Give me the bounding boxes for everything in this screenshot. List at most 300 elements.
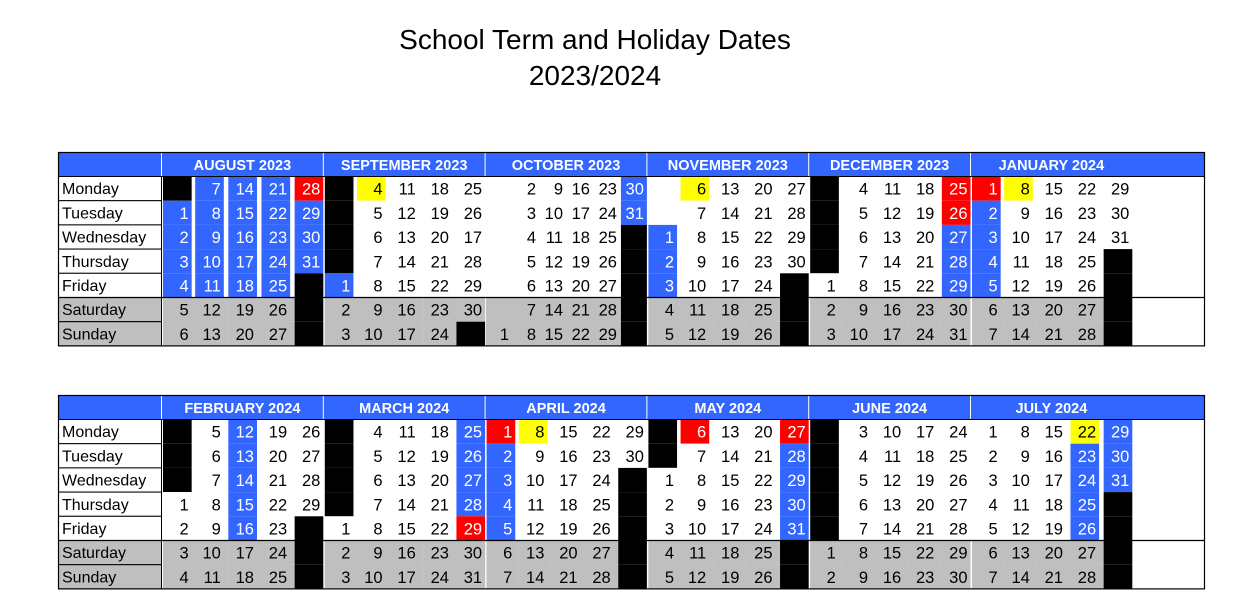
day-number: 22 [571, 325, 590, 344]
day-number: 21 [559, 568, 578, 587]
day-number: 14 [235, 472, 254, 491]
day-number: 20 [915, 229, 935, 248]
day-number: 16 [571, 180, 590, 199]
day-number: 27 [268, 325, 288, 344]
month-header: APRIL 2024 [526, 401, 606, 417]
day-number: 2 [526, 180, 537, 199]
day-number: 2 [179, 520, 189, 539]
day-number: 19 [235, 301, 254, 320]
day-number: 27 [949, 229, 968, 248]
weekday-label: Saturday [62, 302, 127, 320]
day-number: 21 [915, 520, 935, 539]
day-number: 10 [526, 472, 545, 491]
day-number: 13 [721, 423, 740, 442]
day-number: 27 [301, 447, 321, 466]
day-number: 3 [988, 229, 998, 248]
day-number: 29 [625, 423, 644, 442]
day-number: 23 [754, 496, 773, 515]
day-cell [1104, 249, 1133, 273]
day-number: 13 [882, 229, 902, 248]
day-number: 29 [1110, 423, 1130, 442]
day-number: 1 [664, 229, 675, 248]
day-number: 17 [721, 277, 740, 296]
day-cell [295, 273, 324, 297]
day-number: 27 [787, 423, 806, 442]
day-number: 20 [754, 180, 773, 199]
day-number: 12 [1011, 277, 1030, 296]
day-number: 4 [503, 496, 513, 515]
day-cell [648, 420, 677, 444]
day-number: 28 [301, 180, 321, 199]
day-number: 10 [882, 423, 902, 442]
day-number: 4 [664, 301, 675, 320]
day-number: 29 [1110, 180, 1130, 199]
day-number: 27 [949, 496, 968, 515]
calendar-table-autumn-winter [58, 152, 1206, 348]
day-number: 6 [988, 544, 998, 563]
day-number: 30 [787, 253, 806, 272]
day-number: 23 [1077, 447, 1097, 466]
day-number: 11 [398, 423, 416, 442]
weekday-label: Tuesday [62, 448, 123, 466]
day-cell [486, 273, 512, 297]
day-number: 8 [211, 204, 221, 223]
day-cell [648, 201, 677, 225]
day-number: 30 [463, 301, 483, 320]
day-number: 27 [1077, 301, 1097, 320]
day-number: 15 [397, 520, 416, 539]
day-number: 24 [268, 544, 288, 563]
day-number: 14 [397, 496, 416, 515]
day-number: 5 [858, 472, 869, 491]
day-number: 2 [826, 568, 836, 587]
day-number: 7 [211, 180, 221, 199]
day-number: 6 [858, 496, 869, 515]
day-number: 25 [754, 301, 773, 320]
day-number: 24 [949, 423, 968, 442]
day-number: 12 [235, 423, 254, 442]
day-number: 26 [268, 301, 288, 320]
day-number: 6 [526, 277, 537, 296]
day-number: 24 [1077, 472, 1097, 491]
weekday-label: Tuesday [62, 205, 123, 223]
day-number: 27 [592, 544, 611, 563]
day-number: 14 [1011, 325, 1030, 344]
day-number: 21 [268, 472, 288, 491]
day-number: 4 [179, 277, 189, 296]
day-number: 6 [503, 544, 513, 563]
month-header: AUGUST 2023 [193, 158, 292, 174]
day-cell [163, 468, 192, 492]
day-number: 15 [882, 544, 902, 563]
day-number: 4 [526, 229, 537, 248]
day-number: 9 [1020, 447, 1030, 466]
day-number: 2 [341, 544, 351, 563]
day-number: 24 [430, 568, 449, 587]
day-number: 21 [571, 301, 590, 320]
day-number: 13 [1011, 544, 1030, 563]
day-number: 8 [535, 423, 545, 442]
day-number: 30 [625, 180, 644, 199]
day-number: 25 [949, 180, 968, 199]
day-number: 8 [697, 472, 707, 491]
day-number: 4 [373, 423, 383, 442]
day-number: 14 [235, 180, 254, 199]
day-number: 20 [1044, 301, 1063, 320]
day-number: 13 [1011, 301, 1030, 320]
day-number: 15 [544, 325, 563, 344]
day-cell [295, 298, 324, 322]
month-header: MARCH 2024 [359, 401, 450, 417]
day-number: 16 [1044, 204, 1063, 223]
day-cell [486, 249, 512, 273]
day-number: 17 [559, 472, 578, 491]
day-cell [1104, 322, 1133, 346]
day-number: 9 [373, 544, 383, 563]
day-number: 8 [858, 544, 869, 563]
day-cell [618, 516, 647, 540]
day-number: 20 [559, 544, 578, 563]
day-number: 22 [754, 472, 773, 491]
day-number: 11 [689, 301, 707, 320]
day-number: 27 [463, 472, 483, 491]
day-cell [780, 541, 809, 565]
day-number: 3 [664, 520, 675, 539]
day-number: 21 [268, 180, 288, 199]
day-number: 10 [1011, 472, 1030, 491]
weekday-label: Wednesday [62, 472, 147, 490]
day-number: 17 [882, 325, 902, 344]
day-number: 12 [397, 447, 416, 466]
day-number: 22 [430, 277, 449, 296]
day-cell [618, 541, 647, 565]
day-number: 23 [754, 253, 773, 272]
day-cell [780, 298, 809, 322]
day-number: 3 [503, 472, 513, 491]
day-number: 7 [526, 301, 537, 320]
day-number: 10 [1011, 229, 1030, 248]
day-number: 1 [503, 423, 513, 442]
day-cell [1104, 492, 1133, 516]
day-number: 13 [721, 180, 740, 199]
month-header: NOVEMBER 2023 [667, 158, 788, 174]
day-number: 28 [949, 253, 968, 272]
day-number: 18 [1044, 253, 1063, 272]
day-cell [621, 225, 647, 249]
day-number: 23 [598, 180, 617, 199]
day-number: 20 [235, 325, 254, 344]
weekday-label: Monday [62, 424, 119, 442]
day-cell [810, 201, 839, 225]
day-cell [810, 420, 839, 444]
day-number: 20 [430, 229, 449, 248]
day-number: 9 [697, 496, 707, 515]
day-number: 14 [882, 520, 902, 539]
day-number: 17 [721, 520, 740, 539]
day-number: 28 [787, 204, 806, 223]
day-number: 12 [882, 204, 902, 223]
day-number: 28 [787, 447, 806, 466]
day-number: 18 [235, 277, 254, 296]
day-number: 16 [235, 229, 254, 248]
day-number: 30 [949, 301, 968, 320]
day-number: 7 [373, 253, 383, 272]
day-number: 8 [858, 277, 869, 296]
day-number: 8 [211, 496, 221, 515]
day-number: 18 [430, 180, 449, 199]
day-number: 8 [1020, 180, 1030, 199]
day-number: 14 [526, 568, 545, 587]
day-cell [810, 516, 839, 540]
day-number: 6 [858, 229, 869, 248]
day-number: 30 [463, 544, 483, 563]
day-number: 6 [373, 472, 383, 491]
day-number: 12 [882, 472, 902, 491]
day-cell [295, 565, 324, 589]
day-number: 22 [915, 277, 935, 296]
day-number: 31 [787, 520, 806, 539]
day-number: 5 [664, 568, 675, 587]
day-number: 14 [721, 447, 740, 466]
day-number: 25 [949, 447, 968, 466]
day-number: 6 [697, 180, 707, 199]
day-number: 1 [179, 204, 189, 223]
day-number: 18 [915, 180, 935, 199]
day-number: 6 [697, 423, 707, 442]
day-cell [621, 273, 647, 297]
day-number: 3 [826, 325, 836, 344]
day-number: 24 [430, 325, 449, 344]
month-header: JANUARY 2024 [998, 158, 1105, 174]
day-cell [325, 249, 354, 273]
day-number: 1 [664, 472, 675, 491]
weekday-label: Friday [62, 278, 107, 295]
day-number: 5 [664, 325, 675, 344]
day-number: 18 [235, 568, 254, 587]
day-cell [486, 177, 512, 201]
day-number: 13 [544, 277, 563, 296]
day-number: 2 [988, 447, 998, 466]
day-number: 7 [373, 496, 383, 515]
weekday-label: Thursday [62, 253, 129, 271]
day-number: 7 [988, 568, 998, 587]
day-number: 29 [598, 325, 617, 344]
day-number: 24 [592, 472, 611, 491]
day-number: 10 [202, 544, 221, 563]
day-number: 5 [179, 301, 189, 320]
day-number: 12 [544, 253, 563, 272]
day-number: 22 [754, 229, 773, 248]
day-cell [810, 177, 839, 201]
day-number: 17 [397, 325, 416, 344]
day-number: 8 [1020, 423, 1030, 442]
day-cell [648, 444, 677, 468]
day-number: 26 [463, 447, 483, 466]
day-number: 19 [430, 447, 449, 466]
day-number: 14 [397, 253, 416, 272]
day-cell [325, 225, 354, 249]
day-number: 3 [341, 568, 351, 587]
day-cell [325, 420, 354, 444]
day-cell [618, 492, 647, 516]
month-header: MAY 2024 [694, 401, 762, 417]
day-number: 15 [882, 277, 902, 296]
month-header: SEPTEMBER 2023 [340, 158, 468, 174]
day-number: 22 [592, 423, 611, 442]
day-number: 21 [1044, 325, 1063, 344]
day-number: 11 [545, 229, 563, 248]
day-number: 18 [721, 301, 740, 320]
day-number: 5 [858, 204, 869, 223]
day-number: 18 [571, 229, 590, 248]
day-number: 14 [882, 253, 902, 272]
day-number: 30 [949, 568, 968, 587]
weekday-label: Monday [62, 181, 119, 199]
day-number: 25 [598, 229, 617, 248]
weekday-label: Thursday [62, 496, 129, 514]
day-number: 11 [689, 544, 707, 563]
day-number: 3 [988, 472, 998, 491]
day-number: 10 [544, 204, 563, 223]
day-cell [618, 468, 647, 492]
day-cell [163, 177, 192, 201]
day-number: 16 [882, 301, 902, 320]
day-number: 13 [235, 447, 254, 466]
day-number: 29 [949, 277, 968, 296]
day-number: 22 [268, 496, 288, 515]
day-number: 4 [373, 180, 383, 199]
day-cell [325, 177, 354, 201]
day-number: 5 [211, 423, 221, 442]
day-number: 28 [1077, 325, 1097, 344]
day-number: 1 [988, 180, 998, 199]
day-number: 4 [988, 253, 998, 272]
day-number: 28 [1077, 568, 1097, 587]
day-number: 17 [235, 544, 254, 563]
day-number: 21 [430, 253, 449, 272]
day-number: 30 [787, 496, 806, 515]
day-number: 5 [526, 253, 537, 272]
day-number: 29 [463, 520, 483, 539]
day-number: 19 [1044, 520, 1063, 539]
day-number: 13 [882, 496, 902, 515]
day-number: 17 [915, 423, 935, 442]
day-number: 28 [598, 301, 617, 320]
day-cell [621, 322, 647, 346]
day-number: 5 [503, 520, 513, 539]
day-number: 23 [268, 520, 288, 539]
day-number: 23 [430, 301, 449, 320]
day-number: 27 [787, 180, 806, 199]
day-cell [810, 444, 839, 468]
day-number: 22 [430, 520, 449, 539]
day-number: 7 [697, 204, 707, 223]
day-number: 7 [503, 568, 513, 587]
day-number: 12 [526, 520, 545, 539]
day-number: 18 [559, 496, 578, 515]
day-number: 20 [754, 423, 773, 442]
day-number: 13 [397, 472, 416, 491]
day-number: 25 [463, 180, 483, 199]
day-number: 7 [858, 520, 869, 539]
day-number: 19 [268, 423, 288, 442]
day-number: 28 [463, 496, 483, 515]
day-number: 31 [625, 204, 644, 223]
month-header: OCTOBER 2023 [511, 158, 621, 174]
day-cell [810, 249, 839, 273]
day-number: 26 [1077, 520, 1097, 539]
day-number: 26 [754, 568, 773, 587]
day-cell [1104, 565, 1133, 589]
day-number: 16 [559, 447, 578, 466]
day-number: 26 [1077, 277, 1097, 296]
day-number: 30 [1110, 447, 1130, 466]
day-number: 8 [526, 325, 537, 344]
day-number: 7 [697, 447, 707, 466]
day-number: 4 [858, 180, 869, 199]
day-number: 6 [373, 229, 383, 248]
day-cell [325, 201, 354, 225]
day-number: 26 [949, 472, 968, 491]
day-number: 10 [364, 568, 383, 587]
day-number: 16 [397, 301, 416, 320]
day-number: 2 [341, 301, 351, 320]
day-number: 25 [268, 277, 288, 296]
day-number: 31 [1110, 472, 1130, 491]
day-number: 24 [268, 253, 288, 272]
day-number: 30 [625, 447, 644, 466]
day-number: 15 [1044, 423, 1063, 442]
day-number: 26 [754, 325, 773, 344]
day-number: 16 [721, 496, 740, 515]
day-number: 9 [211, 229, 221, 248]
day-number: 18 [430, 423, 449, 442]
day-number: 16 [235, 520, 254, 539]
day-number: 20 [430, 472, 449, 491]
day-number: 2 [179, 229, 189, 248]
day-number: 10 [202, 253, 221, 272]
day-cell [810, 225, 839, 249]
day-number: 7 [211, 472, 221, 491]
day-number: 6 [179, 325, 189, 344]
day-number: 7 [858, 253, 869, 272]
day-number: 23 [915, 568, 935, 587]
day-number: 26 [301, 423, 321, 442]
day-number: 9 [553, 180, 563, 199]
day-number: 19 [721, 568, 740, 587]
day-number: 2 [503, 447, 513, 466]
day-number: 10 [849, 325, 869, 344]
day-number: 16 [1044, 447, 1063, 466]
day-number: 4 [664, 544, 675, 563]
day-number: 20 [915, 496, 935, 515]
day-number: 8 [697, 229, 707, 248]
day-number: 14 [1011, 568, 1030, 587]
day-cell [618, 565, 647, 589]
day-number: 29 [463, 277, 483, 296]
day-cell [1104, 298, 1133, 322]
day-number: 31 [1110, 229, 1130, 248]
day-number: 1 [341, 520, 351, 539]
day-number: 15 [721, 472, 740, 491]
day-number: 19 [1044, 277, 1063, 296]
day-number: 16 [882, 568, 902, 587]
day-number: 11 [203, 568, 221, 587]
weekday-label: Sunday [62, 326, 117, 344]
day-number: 19 [915, 204, 935, 223]
day-number: 25 [754, 544, 773, 563]
day-number: 12 [687, 325, 707, 344]
